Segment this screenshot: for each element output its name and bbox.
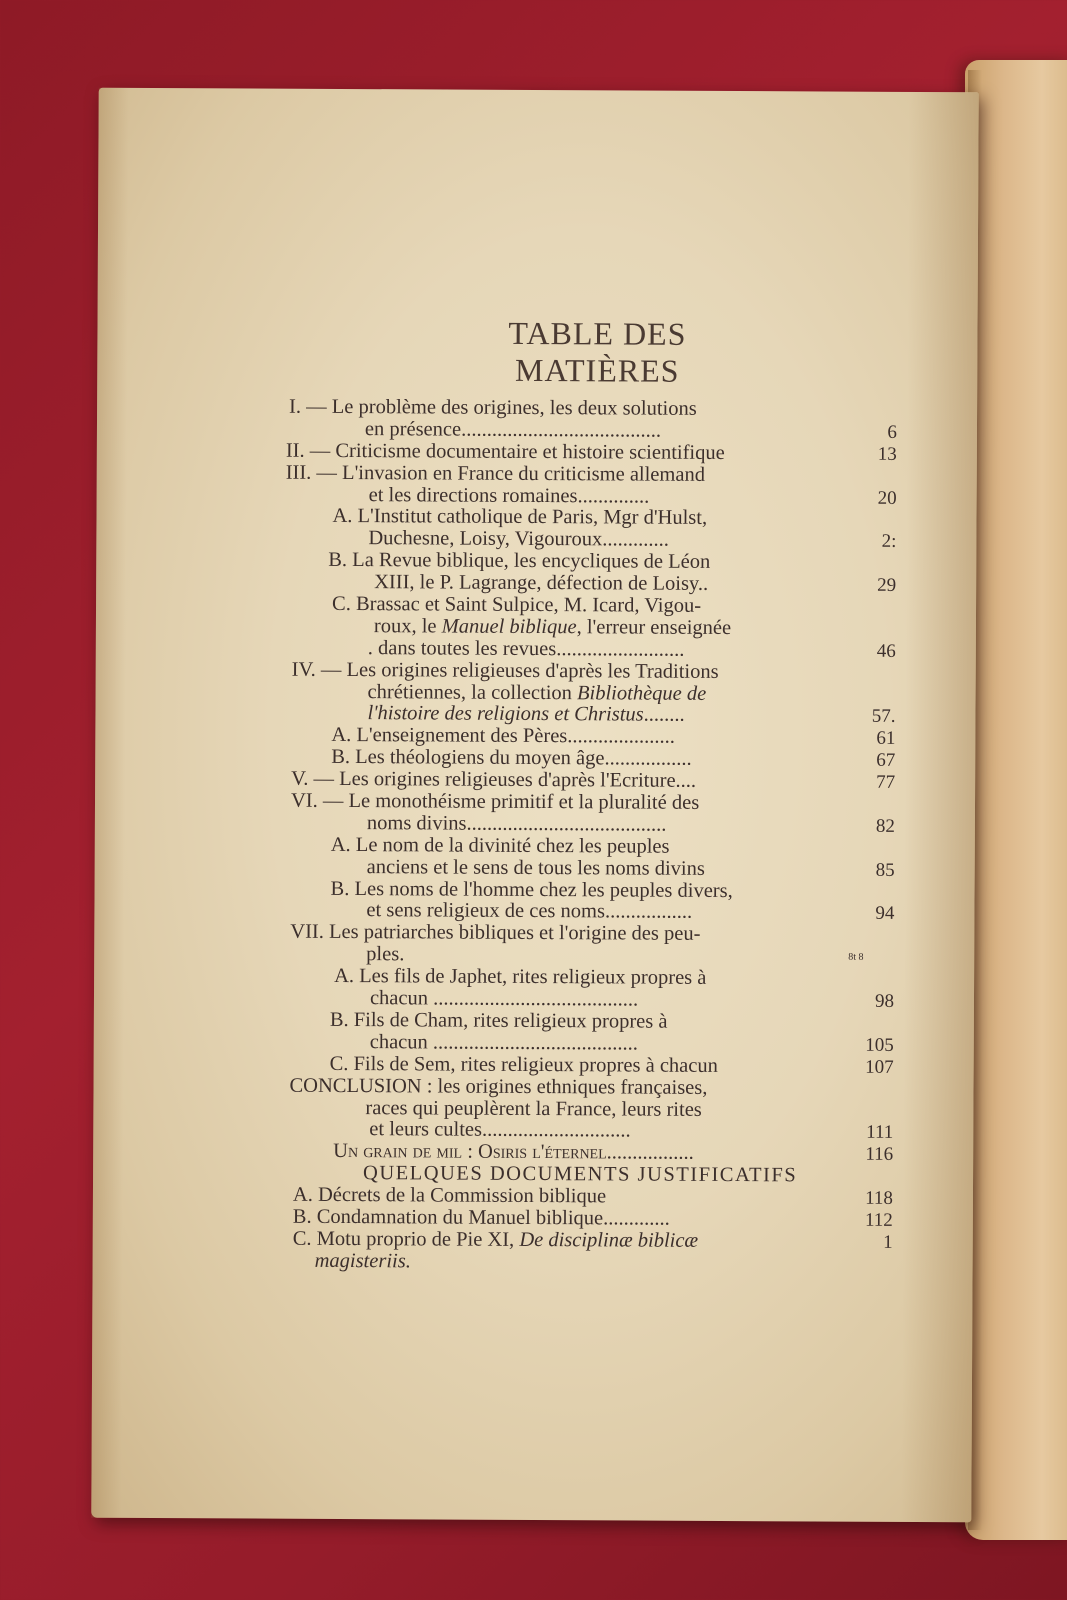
toc-entry-text: II. — Criticisme documentaire et histoire scientifique xyxy=(285,439,725,464)
book-page xyxy=(91,88,978,1523)
toc-page-number: 61 xyxy=(876,728,896,750)
toc-page-number: 94 xyxy=(875,903,895,925)
table-of-contents xyxy=(285,397,900,1276)
toc-entry-text: A. Décrets de la Commission biblique xyxy=(292,1183,607,1208)
toc-entry-text: VI. — Le monothéisme primitif et la pluralité des xyxy=(290,789,700,814)
toc-entry-text: l'histoire des religions et Christus........ xyxy=(367,702,685,727)
toc-page-number: 98 xyxy=(874,990,895,1012)
toc-page-number: 67 xyxy=(876,750,896,772)
toc-entry-text: B. La Revue biblique, les encycliques de Léon xyxy=(328,549,711,574)
toc-page-number: 1 xyxy=(883,1231,893,1253)
toc-entry-text: races qui peuplèrent la France, leurs rites xyxy=(365,1096,702,1121)
toc-entry-text: VII. Les patriarches bibliques et l'origine des peu- xyxy=(290,921,701,946)
page-right-shadow xyxy=(901,92,978,1522)
toc-page-number: 116 xyxy=(865,1144,894,1166)
toc-entry-text: Un grain de mil : Osiris l'éternel................. xyxy=(333,1140,694,1165)
toc-entry-text: B. Condamnation du Manuel biblique............. xyxy=(292,1205,670,1230)
toc-entry-text: C. Brassac et Saint Sulpice, M. Icard, Vigou- xyxy=(331,592,702,617)
toc-page-number: 112 xyxy=(864,1209,893,1231)
toc-entry-text: et leurs cultes............................. xyxy=(369,1118,631,1142)
toc-section-heading: QUELQUES DOCUMENTS JUSTIFICATIFS xyxy=(363,1162,798,1187)
page-left-shadow xyxy=(91,88,128,1518)
toc-page-number: 6 xyxy=(887,421,898,443)
toc-entry-text: C. Motu proprio de Pie XI, De disciplinæ biblicæ xyxy=(292,1227,699,1252)
toc-page-number: 105 xyxy=(865,1034,894,1056)
toc-entry-text: en présence....................................... xyxy=(364,417,662,442)
toc-entry-text: chrétiennes, la collection Bibliothèque de xyxy=(367,680,707,705)
toc-entry-text: et les directions romaines.............. xyxy=(368,483,650,508)
toc-entry-text: B. Fils de Cham, rites religieux propres à xyxy=(329,1008,668,1033)
toc-entry-text: C. Fils de Sem, rites religieux propres à chacun xyxy=(329,1052,718,1077)
toc-entry-text: Duchesne, Loisy, Vigouroux............. xyxy=(368,527,669,552)
toc-page-number: 85 xyxy=(875,859,895,881)
toc-entry-text: et sens religieux de ces noms................. xyxy=(366,899,693,924)
toc-row xyxy=(285,1250,895,1275)
toc-entry-text: magisteriis. xyxy=(314,1249,411,1273)
toc-page-number: 13 xyxy=(877,443,897,465)
toc-entry-text: I. — Le problème des origines, les deux solutions xyxy=(289,395,697,420)
toc-entry-text: noms divins....................................... xyxy=(366,812,667,836)
toc-page-number: 77 xyxy=(876,771,896,794)
toc-page-number: 2: xyxy=(881,531,897,553)
toc-page-number: 107 xyxy=(865,1056,894,1078)
toc-entry-text: roux, le Manuel biblique, l'erreur enseignée xyxy=(373,615,732,639)
page-title: TABLE DES MATIÈRES xyxy=(508,314,687,389)
toc-page-number: 111 xyxy=(866,1122,894,1144)
toc-entry-text: B. Les noms de l'homme chez les peuples divers, xyxy=(330,877,733,902)
toc-entry-text: . dans toutes les revues......................... xyxy=(367,636,685,661)
toc-page-number: 29 xyxy=(877,574,897,597)
toc-stray-mark: 8t 8 xyxy=(848,951,864,963)
toc-page-number: 118 xyxy=(865,1187,893,1209)
toc-entry-text: chacun ........................................ xyxy=(369,987,639,1011)
toc-entry-text: anciens et le sens de tous les noms divins xyxy=(366,855,705,880)
toc-entry-text: A. Les fils de Japhet, rites religieux propres à xyxy=(334,965,707,990)
toc-entry-text: A. L'enseignement des Pères..................... xyxy=(331,724,676,749)
toc-entry-text: chacun ........................................ xyxy=(369,1030,638,1055)
toc-entry-text: B. Les théologiens du moyen âge................. xyxy=(331,746,692,771)
toc-page-number: 57. xyxy=(871,706,896,728)
toc-page-number: 82 xyxy=(875,815,895,837)
toc-page-number: 20 xyxy=(877,487,897,509)
toc-entry-text: A. Le nom de la divinité chez les peuples xyxy=(330,833,670,858)
toc-entry-text: XIII, le P. Lagrange, défection de Loisy.. xyxy=(374,571,709,596)
toc-entry-text: IV. — Les origines religieuses d'après les Traditions xyxy=(291,658,719,683)
toc-page-number: 46 xyxy=(876,640,896,662)
toc-entry-text: CONCLUSION : les origines ethniques françaises, xyxy=(289,1074,708,1099)
toc-entry-text: ples. xyxy=(366,943,405,966)
toc-entry-text: V. — Les origines religieuses d'après l'Ecriture.... xyxy=(291,767,697,792)
toc-entry-text: A. L'Institut catholique de Paris, Mgr d'Hulst, xyxy=(332,505,708,530)
toc-entry-text: III. — L'invasion en France du criticisme allemand xyxy=(285,461,706,486)
